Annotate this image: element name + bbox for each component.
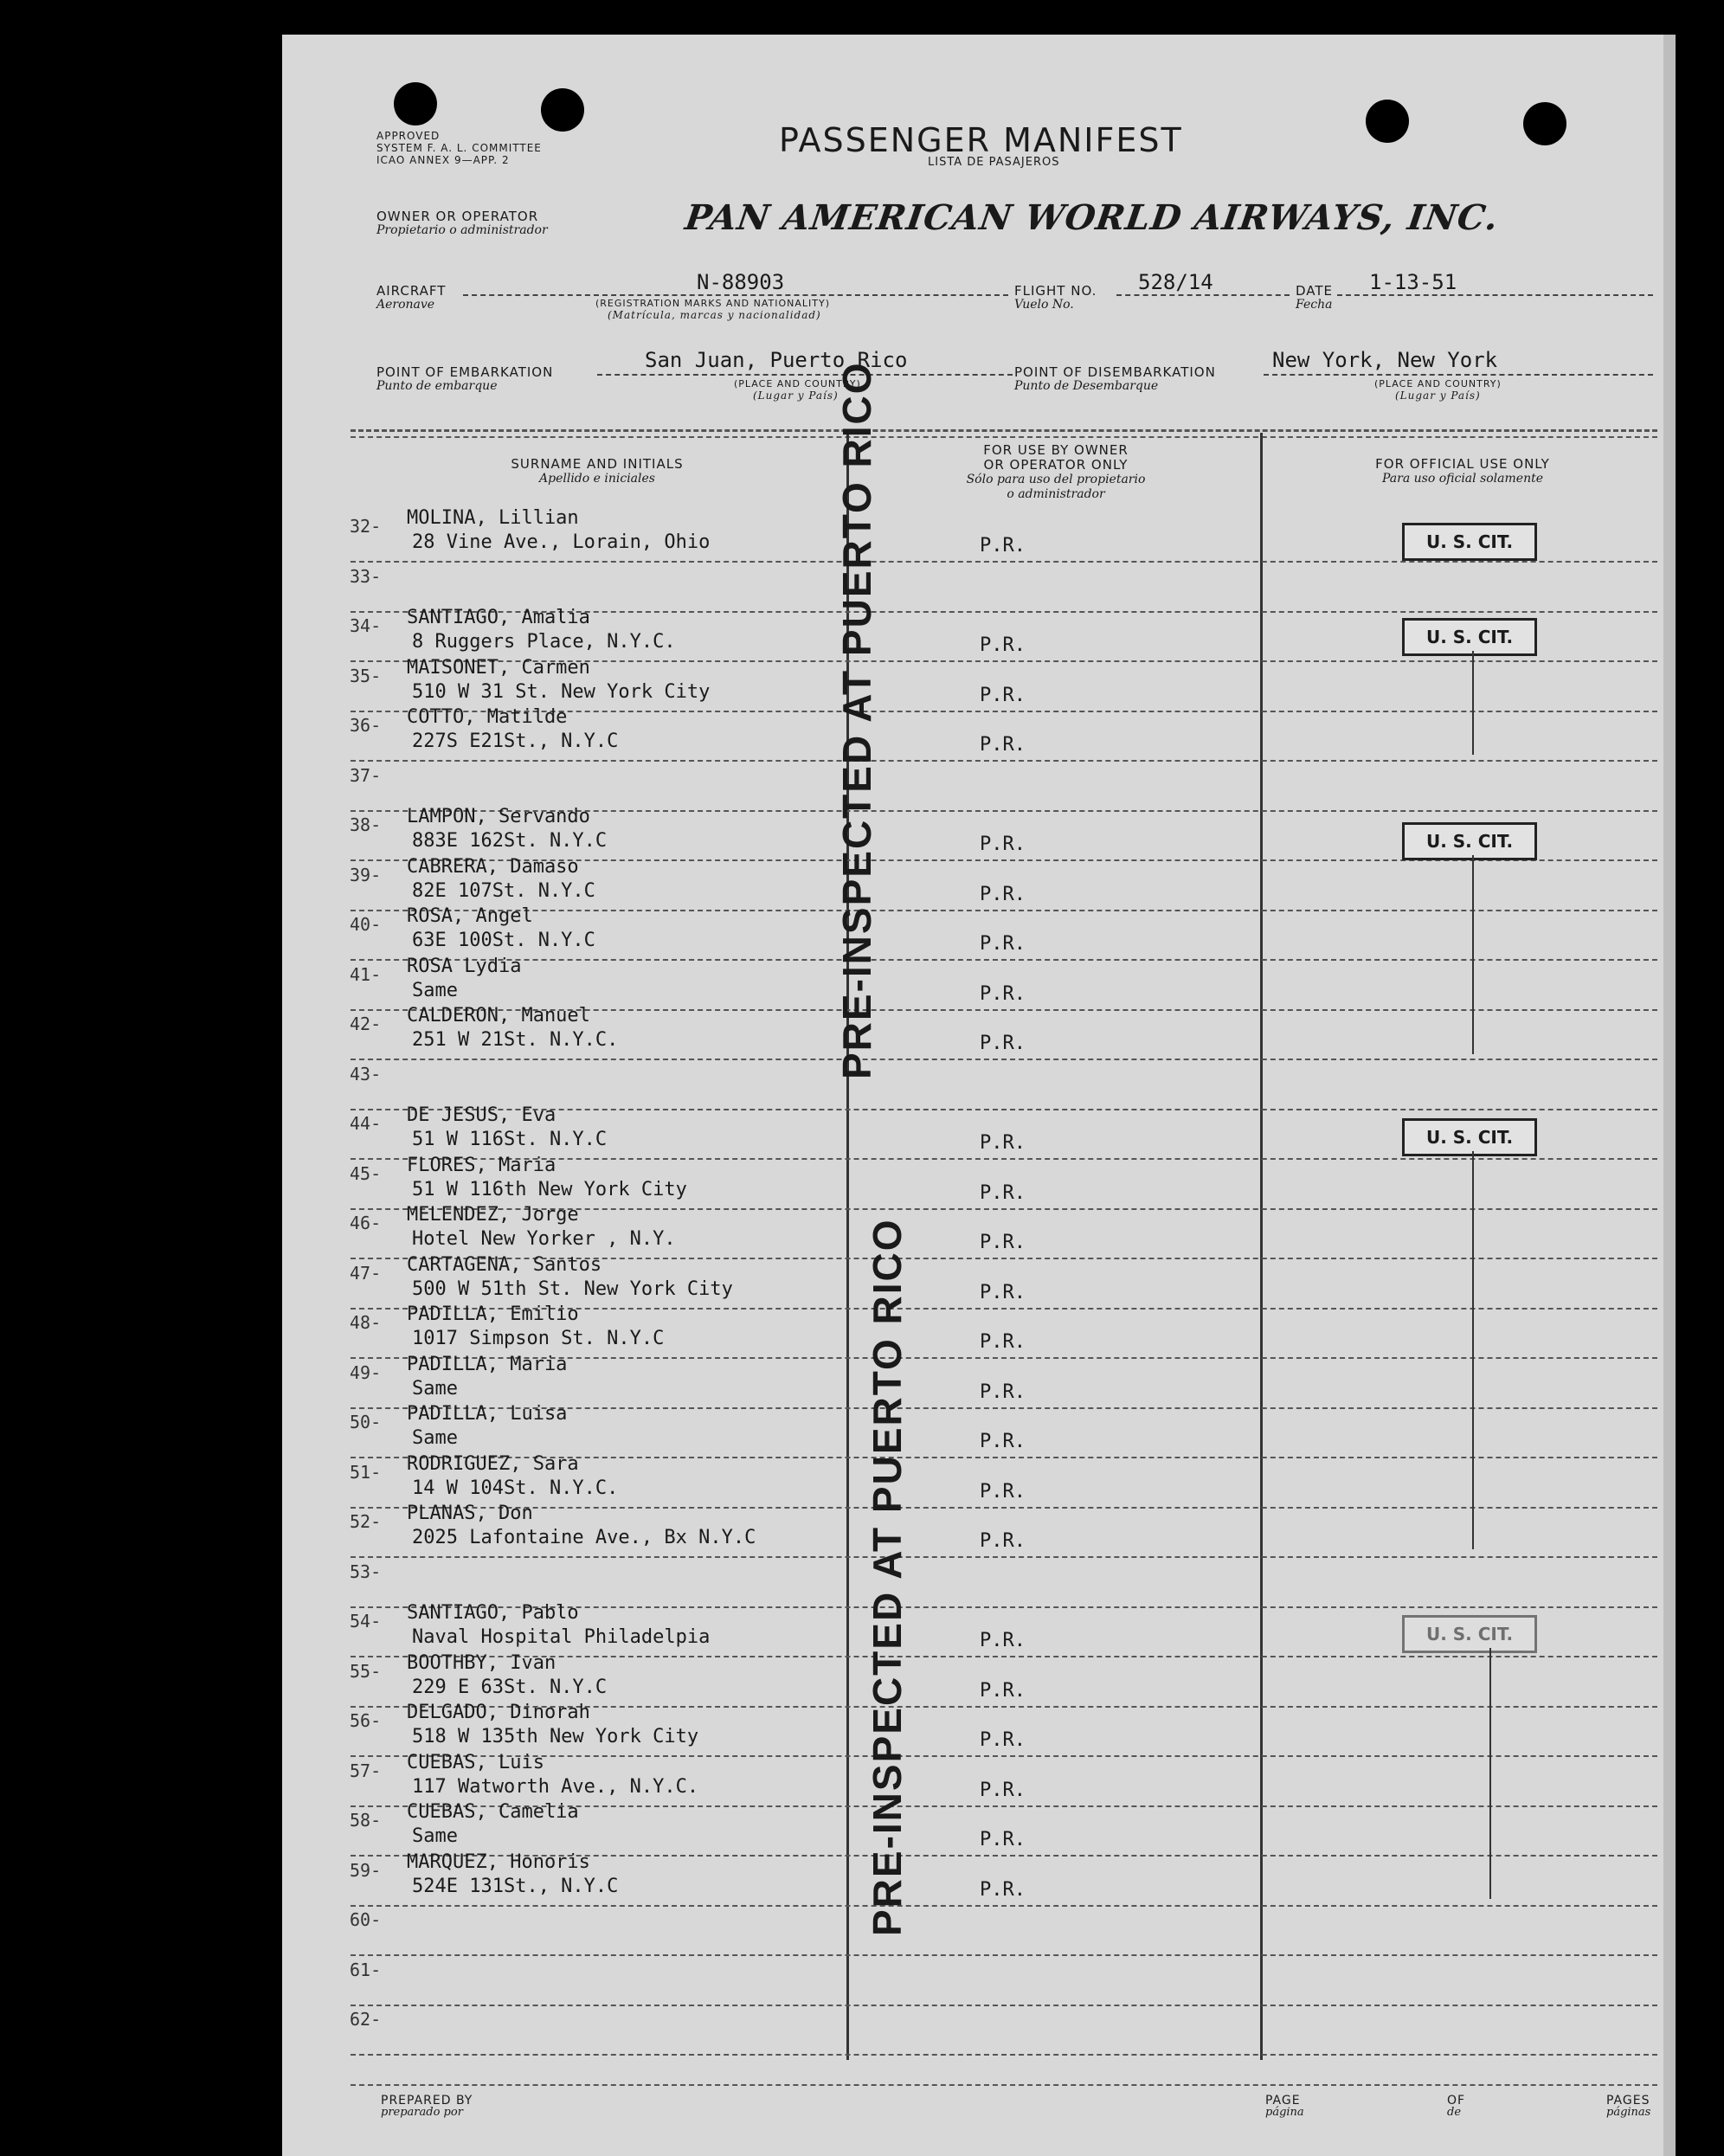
embark-label-en: POINT OF EMBARKATION bbox=[376, 364, 554, 380]
preinspected-stamp: PRE-INSPECTED AT PUERTO RICO bbox=[865, 1218, 910, 1936]
passenger-address: 51 W 116th New York City bbox=[412, 1179, 687, 1200]
footer-rule bbox=[351, 2084, 1657, 2086]
column-header-owner-line2: OR OPERATOR ONLY bbox=[983, 457, 1129, 473]
row-rule bbox=[351, 1755, 1657, 1757]
passenger-name: PADILLA, Luisa bbox=[407, 1403, 568, 1425]
owner-mark: P.R. bbox=[980, 933, 1026, 955]
owner-mark: P.R. bbox=[980, 884, 1026, 905]
passenger-address: Same bbox=[412, 980, 458, 1001]
owner-mark: P.R. bbox=[980, 1331, 1026, 1353]
passenger-address: 8 Ruggers Place, N.Y.C. bbox=[412, 631, 676, 653]
owner-mark: P.R. bbox=[980, 1680, 1026, 1702]
passenger-address: 227S E21St., N.Y.C bbox=[412, 730, 619, 752]
passenger-name: CUEBAS, Luis bbox=[407, 1752, 544, 1773]
row-number: 50- bbox=[350, 1412, 382, 1432]
row-number: 32- bbox=[350, 516, 382, 537]
row-rule bbox=[351, 1556, 1657, 1558]
flight-label-es: Vuelo No. bbox=[1014, 298, 1074, 312]
owner-mark: P.R. bbox=[980, 833, 1026, 855]
row-number: 44- bbox=[350, 1113, 382, 1134]
row-number: 61- bbox=[350, 1960, 382, 1980]
flight-underline bbox=[1116, 294, 1290, 296]
owner-mark: P.R. bbox=[980, 1530, 1026, 1552]
passenger-address: 518 W 135th New York City bbox=[412, 1726, 699, 1747]
owner-mark: P.R. bbox=[980, 1829, 1026, 1850]
passenger-name: DELGADO, Dinorah bbox=[407, 1702, 590, 1723]
row-number: 46- bbox=[350, 1213, 382, 1233]
row-rule bbox=[351, 910, 1657, 911]
passenger-address: 28 Vine Ave., Lorain, Ohio bbox=[412, 531, 711, 553]
of-es: de bbox=[1447, 2106, 1462, 2119]
column-header-names-es: Apellido e iniciales bbox=[539, 472, 655, 486]
row-number: 41- bbox=[350, 964, 382, 985]
passenger-name: PLANAS, Don bbox=[407, 1503, 533, 1524]
column-header-owner bbox=[865, 443, 1246, 502]
owner-mark: P.R. bbox=[980, 634, 1026, 656]
row-number: 54- bbox=[350, 1611, 382, 1631]
approval-line: ICAO ANNEX 9—APP. 2 bbox=[376, 154, 510, 166]
passenger-name: PADILLA, Emilio bbox=[407, 1303, 579, 1325]
of-en: OF bbox=[1447, 2094, 1466, 2108]
date-underline bbox=[1337, 294, 1653, 296]
preinspected-stamp: PRE-INSPECTED AT PUERTO RICO bbox=[834, 361, 879, 1079]
page-es: página bbox=[1265, 2106, 1304, 2119]
disembark-place-label-es: (Lugar y País) bbox=[1395, 389, 1481, 402]
us-cit-arrow bbox=[1472, 1151, 1474, 1549]
passenger-name: CABRERA, Damaso bbox=[407, 856, 579, 878]
us-cit-arrow bbox=[1472, 651, 1474, 755]
passenger-address: 82E 107St. N.Y.C bbox=[412, 880, 595, 902]
us-cit-stamp: U. S. CIT. bbox=[1402, 618, 1537, 656]
row-number: 33- bbox=[350, 566, 382, 587]
date-label-en: DATE bbox=[1296, 283, 1334, 299]
passenger-address: 524E 131St., N.Y.C bbox=[412, 1876, 619, 1897]
prepared-by-en: PREPARED BY bbox=[381, 2094, 473, 2108]
row-rule bbox=[351, 959, 1657, 961]
passenger-address: 2025 Lafontaine Ave., Bx N.Y.C bbox=[412, 1527, 756, 1548]
pages-en: PAGES bbox=[1606, 2094, 1650, 2108]
passenger-address: 251 W 21St. N.Y.C. bbox=[412, 1029, 619, 1051]
passenger-name: MARQUEZ, Honoris bbox=[407, 1851, 590, 1873]
embark-place-label-es: (Lugar y País) bbox=[753, 389, 839, 402]
passenger-name: MOLINA, Lillian bbox=[407, 507, 579, 529]
aircraft-label-en: AIRCRAFT bbox=[376, 283, 447, 299]
disembark-label bbox=[1014, 365, 1216, 393]
row-rule bbox=[351, 1954, 1657, 1956]
row-rule bbox=[351, 1905, 1657, 1907]
owner-label bbox=[376, 209, 548, 237]
passenger-name: DE JESUS, Eva bbox=[407, 1104, 556, 1126]
owner-mark: P.R. bbox=[980, 1481, 1026, 1503]
approval-line: SYSTEM F. A. L. COMMITTEE bbox=[376, 142, 542, 154]
row-number: 60- bbox=[350, 1909, 382, 1930]
embark-place-label: (PLACE AND COUNTRY) bbox=[734, 378, 861, 389]
aircraft-value: N-88903 bbox=[697, 270, 785, 294]
pages-label bbox=[1606, 2095, 1650, 2119]
aircraft-label bbox=[376, 284, 446, 312]
passenger-address: Same bbox=[412, 1825, 458, 1847]
owner-mark: P.R. bbox=[980, 1033, 1026, 1054]
row-number: 34- bbox=[350, 615, 382, 636]
column-header-owner-es2: o administrador bbox=[1007, 487, 1105, 501]
passenger-address: 229 E 63St. N.Y.C bbox=[412, 1677, 608, 1698]
passenger-name: ROSA, Angel bbox=[407, 905, 533, 927]
row-number: 49- bbox=[350, 1362, 382, 1383]
pages-es: páginas bbox=[1606, 2106, 1651, 2119]
of-label bbox=[1447, 2095, 1465, 2119]
passenger-name: COTTO, Matilde bbox=[407, 706, 568, 728]
owner-mark: P.R. bbox=[980, 535, 1026, 557]
passenger-name: MAISONET, Carmen bbox=[407, 657, 590, 679]
passenger-address: 14 W 104St. N.Y.C. bbox=[412, 1477, 619, 1499]
us-cit-arrow bbox=[1489, 1648, 1491, 1899]
row-number: 36- bbox=[350, 715, 382, 736]
owner-mark: P.R. bbox=[980, 734, 1026, 756]
passenger-address: Same bbox=[412, 1378, 458, 1400]
row-number: 57- bbox=[350, 1760, 382, 1781]
passenger-name: RODRIGUEZ, Sara bbox=[407, 1453, 579, 1475]
passenger-address: 1017 Simpson St. N.Y.C bbox=[412, 1328, 665, 1349]
passenger-address: Naval Hospital Philadelpia bbox=[412, 1626, 711, 1648]
row-rule bbox=[351, 561, 1657, 563]
passenger-name: SANTIAGO, Pablo bbox=[407, 1602, 579, 1624]
date-label bbox=[1296, 284, 1333, 312]
owner-mark: P.R. bbox=[980, 1780, 1026, 1801]
row-rule bbox=[351, 760, 1657, 762]
row-number: 48- bbox=[350, 1312, 382, 1333]
column-header-names-en: SURNAME AND INITIALS bbox=[511, 456, 684, 472]
passenger-name: CALDERON, Manuel bbox=[407, 1005, 590, 1027]
row-number: 58- bbox=[350, 1810, 382, 1831]
aircraft-label-es: Aeronave bbox=[376, 298, 435, 312]
row-number: 35- bbox=[350, 666, 382, 686]
owner-mark: P.R. bbox=[980, 1729, 1026, 1751]
row-rule bbox=[351, 1507, 1657, 1509]
row-number: 40- bbox=[350, 914, 382, 935]
us-cit-stamp: U. S. CIT. bbox=[1402, 822, 1537, 860]
embark-value: San Juan, Puerto Rico bbox=[645, 348, 908, 372]
owner-mark: P.R. bbox=[980, 1431, 1026, 1452]
embark-label-es: Punto de embarque bbox=[376, 379, 498, 393]
registration-label: (REGISTRATION MARKS AND NATIONALITY) bbox=[595, 298, 831, 309]
row-number: 55- bbox=[350, 1661, 382, 1682]
row-number: 38- bbox=[350, 814, 382, 835]
owner-mark: P.R. bbox=[980, 983, 1026, 1005]
owner-mark: P.R. bbox=[980, 1381, 1026, 1403]
disembark-value: New York, New York bbox=[1272, 348, 1498, 372]
us-cit-stamp: U. S. CIT. bbox=[1402, 1615, 1537, 1653]
row-number: 45- bbox=[350, 1163, 382, 1184]
date-value: 1-13-51 bbox=[1369, 270, 1457, 294]
passenger-address: 500 W 51th St. New York City bbox=[412, 1278, 733, 1300]
passenger-name: CARTAGENA, Santos bbox=[407, 1254, 602, 1276]
punch-hole bbox=[1523, 102, 1566, 145]
owner-mark: P.R. bbox=[980, 1182, 1026, 1204]
row-number: 51- bbox=[350, 1462, 382, 1483]
column-header-official bbox=[1272, 457, 1653, 486]
registration-label-es: (Matrícula, marcas y nacionalidad) bbox=[608, 309, 821, 321]
flight-value: 528/14 bbox=[1138, 270, 1213, 294]
passenger-name: MELENDEZ, Jorge bbox=[407, 1204, 579, 1226]
us-cit-stamp: U. S. CIT. bbox=[1402, 1118, 1537, 1156]
passenger-name: PADILLA, Maria bbox=[407, 1354, 568, 1375]
column-divider bbox=[1260, 433, 1263, 2060]
passenger-address: Hotel New Yorker , N.Y. bbox=[412, 1228, 676, 1250]
column-header-official-en: FOR OFFICIAL USE ONLY bbox=[1375, 456, 1550, 472]
row-number: 43- bbox=[350, 1064, 382, 1084]
passenger-name: FLORES, Maria bbox=[407, 1155, 556, 1176]
page-title: PASSENGER MANIFEST bbox=[779, 121, 1183, 159]
row-rule bbox=[351, 2054, 1657, 2056]
punch-hole bbox=[1366, 100, 1409, 143]
passenger-address: 883E 162St. N.Y.C bbox=[412, 830, 608, 852]
row-number: 62- bbox=[350, 2009, 382, 2030]
passenger-name: LAMPON, Servando bbox=[407, 806, 590, 827]
page-subtitle: LISTA DE PASAJEROS bbox=[928, 156, 1060, 169]
embark-underline bbox=[597, 374, 1013, 376]
row-number: 53- bbox=[350, 1561, 382, 1582]
disembark-place-label: (PLACE AND COUNTRY) bbox=[1374, 378, 1502, 389]
owner-mark: P.R. bbox=[980, 1132, 1026, 1154]
disembark-label-en: POINT OF DISEMBARKATION bbox=[1014, 364, 1216, 380]
owner-mark: P.R. bbox=[980, 685, 1026, 706]
passenger-address: Same bbox=[412, 1427, 458, 1449]
prepared-by-label bbox=[381, 2095, 473, 2119]
passenger-address: 51 W 116St. N.Y.C bbox=[412, 1129, 608, 1150]
row-number: 37- bbox=[350, 765, 382, 786]
column-header-owner-es1: Sólo para uso del propietario bbox=[966, 473, 1146, 486]
aircraft-underline bbox=[463, 294, 1008, 296]
row-number: 52- bbox=[350, 1511, 382, 1532]
approval-line: APPROVED bbox=[376, 130, 441, 142]
row-number: 42- bbox=[350, 1014, 382, 1034]
column-header-names bbox=[450, 457, 744, 486]
row-rule bbox=[351, 2005, 1657, 2006]
owner-mark: P.R. bbox=[980, 1232, 1026, 1253]
passenger-name: CUEBAS, Camelia bbox=[407, 1801, 579, 1823]
row-rule bbox=[351, 1059, 1657, 1060]
page-en: PAGE bbox=[1265, 2094, 1301, 2108]
punch-hole bbox=[394, 82, 437, 125]
owner-label-en: OWNER OR OPERATOR bbox=[376, 209, 539, 224]
row-number: 47- bbox=[350, 1263, 382, 1284]
passenger-address: 117 Watworth Ave., N.Y.C. bbox=[412, 1776, 699, 1798]
paper-edge bbox=[1663, 35, 1676, 2156]
punch-hole bbox=[541, 88, 584, 132]
airline-logo: PAN AMERICAN WORLD AIRWAYS, INC. bbox=[682, 197, 1502, 238]
prepared-by-es: preparado por bbox=[381, 2106, 463, 2119]
date-label-es: Fecha bbox=[1296, 298, 1333, 312]
passenger-name: SANTIAGO, Amalia bbox=[407, 607, 590, 628]
row-number: 59- bbox=[350, 1860, 382, 1881]
passenger-name: BOOTHBY, Ivan bbox=[407, 1652, 556, 1674]
table-top-rule bbox=[351, 429, 1657, 432]
disembark-label-es: Punto de Desembarque bbox=[1014, 379, 1159, 393]
column-header-official-es: Para uso oficial solamente bbox=[1382, 472, 1543, 486]
page-label bbox=[1265, 2095, 1304, 2119]
owner-mark: P.R. bbox=[980, 1630, 1026, 1651]
row-number: 56- bbox=[350, 1710, 382, 1731]
column-header-owner-line1: FOR USE BY OWNER bbox=[983, 442, 1129, 458]
passenger-name: ROSA Lydia bbox=[407, 956, 522, 977]
passenger-address: 510 W 31 St. New York City bbox=[412, 681, 711, 703]
table-top-rule bbox=[351, 436, 1657, 438]
flight-label-en: FLIGHT NO. bbox=[1014, 283, 1097, 299]
flight-label bbox=[1014, 284, 1097, 312]
disembark-underline bbox=[1264, 374, 1653, 376]
owner-mark: P.R. bbox=[980, 1282, 1026, 1303]
owner-label-es: Propietario o administrador bbox=[376, 223, 548, 237]
us-cit-stamp: U. S. CIT. bbox=[1402, 523, 1537, 561]
embark-label bbox=[376, 365, 553, 393]
row-number: 39- bbox=[350, 865, 382, 885]
us-cit-arrow bbox=[1472, 855, 1474, 1054]
passenger-address: 63E 100St. N.Y.C bbox=[412, 930, 595, 951]
owner-mark: P.R. bbox=[980, 1879, 1026, 1901]
